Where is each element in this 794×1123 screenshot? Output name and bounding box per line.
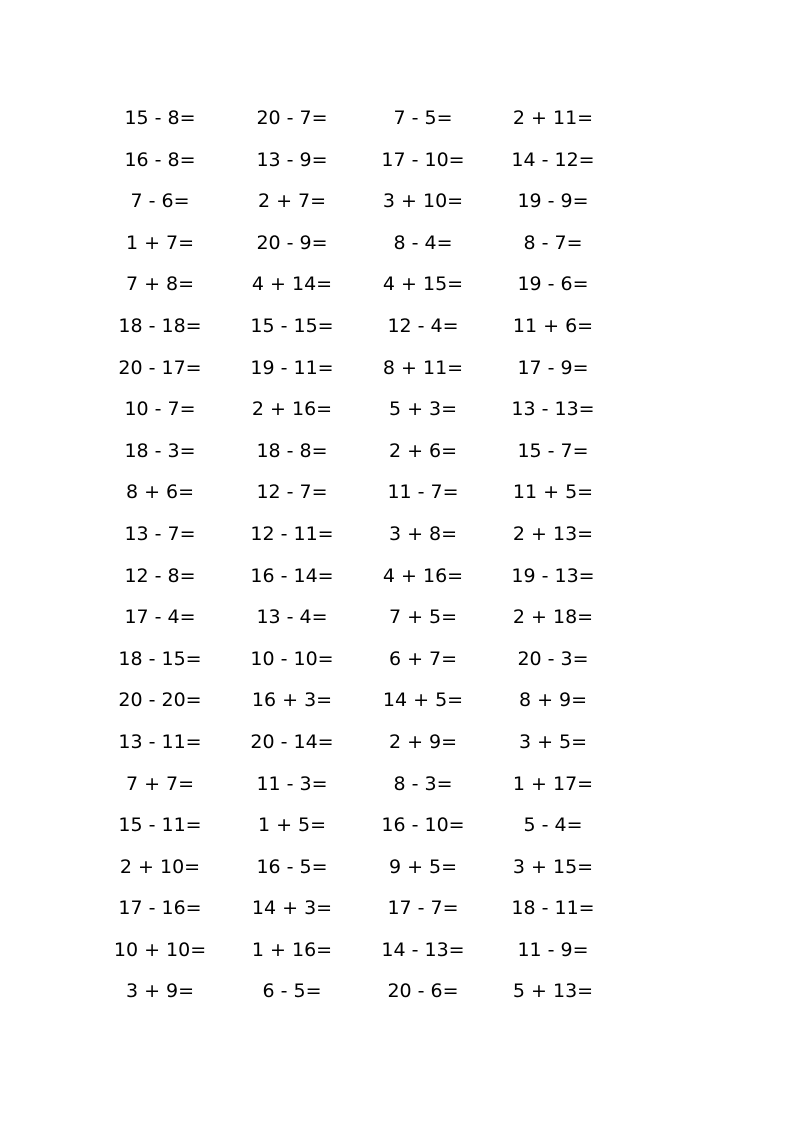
math-problem: 5 + 3= bbox=[388, 398, 458, 421]
problem-row bbox=[0, 971, 794, 1013]
math-problem: 4 + 15= bbox=[382, 273, 464, 296]
math-problem: 7 - 6= bbox=[130, 190, 190, 213]
problem-row bbox=[0, 764, 794, 806]
math-problem: 13 - 4= bbox=[256, 606, 328, 629]
problem-row bbox=[0, 472, 794, 514]
math-problem: 12 - 4= bbox=[387, 314, 459, 337]
math-problem: 3 + 8= bbox=[388, 522, 458, 545]
math-problem: 15 - 8= bbox=[124, 107, 196, 129]
math-problem: 19 - 13= bbox=[511, 564, 595, 587]
math-problem: 18 - 15= bbox=[118, 647, 202, 670]
math-problem: 10 - 10= bbox=[250, 647, 334, 670]
math-problem: 8 - 4= bbox=[393, 231, 453, 254]
math-problem: 13 - 13= bbox=[511, 398, 595, 421]
math-problem: 6 - 5= bbox=[262, 980, 322, 1003]
math-problem: 8 - 3= bbox=[393, 772, 453, 795]
math-problem: 9 + 5= bbox=[388, 855, 458, 878]
math-problem: 20 - 17= bbox=[118, 356, 202, 379]
math-problem: 20 - 7= bbox=[256, 107, 328, 129]
math-problem: 3 + 10= bbox=[382, 190, 464, 213]
problem-row bbox=[0, 181, 794, 223]
problem-row bbox=[0, 431, 794, 473]
math-problem: 20 - 3= bbox=[517, 647, 589, 670]
problem-row bbox=[0, 348, 794, 390]
math-problem: 11 - 7= bbox=[387, 481, 459, 504]
math-problem: 6 + 7= bbox=[388, 647, 458, 670]
math-problem: 2 + 13= bbox=[512, 522, 594, 545]
math-problem: 14 - 12= bbox=[511, 148, 595, 171]
math-problem: 10 - 7= bbox=[124, 398, 196, 421]
math-problem: 17 - 9= bbox=[517, 356, 589, 379]
math-problem: 4 + 14= bbox=[251, 273, 333, 296]
math-problem: 13 - 7= bbox=[124, 522, 196, 545]
math-problem: 13 - 9= bbox=[256, 148, 328, 171]
problem-row bbox=[0, 722, 794, 764]
math-problem: 3 + 5= bbox=[518, 730, 588, 753]
math-problem: 3 + 15= bbox=[512, 855, 594, 878]
math-problem: 20 - 9= bbox=[256, 231, 328, 254]
math-problem: 11 - 9= bbox=[517, 938, 589, 961]
math-problem: 11 + 6= bbox=[512, 314, 594, 337]
math-problem: 17 - 4= bbox=[124, 606, 196, 629]
arithmetic-worksheet bbox=[0, 98, 794, 1013]
math-problem: 17 - 7= bbox=[387, 897, 459, 920]
math-problem: 18 - 3= bbox=[124, 439, 196, 462]
math-problem: 2 + 6= bbox=[388, 439, 458, 462]
math-problem: 8 + 11= bbox=[382, 356, 464, 379]
math-problem: 13 - 11= bbox=[118, 730, 202, 753]
math-problem: 2 + 18= bbox=[512, 606, 594, 629]
math-problem: 20 - 14= bbox=[250, 730, 334, 753]
math-problem: 15 - 15= bbox=[250, 314, 334, 337]
math-problem: 11 - 3= bbox=[256, 772, 328, 795]
math-problem: 5 + 13= bbox=[512, 980, 594, 1003]
problem-row bbox=[0, 805, 794, 847]
math-problem: 16 - 8= bbox=[124, 148, 196, 171]
math-problem: 5 - 4= bbox=[523, 814, 583, 837]
math-problem: 18 - 8= bbox=[256, 439, 328, 462]
math-problem: 2 + 11= bbox=[512, 107, 594, 129]
problem-row bbox=[0, 140, 794, 182]
math-problem: 2 + 9= bbox=[388, 730, 458, 753]
problem-row bbox=[0, 389, 794, 431]
math-problem: 10 + 10= bbox=[113, 938, 207, 961]
math-problem: 16 - 10= bbox=[381, 814, 465, 837]
math-problem: 19 - 11= bbox=[250, 356, 334, 379]
math-problem: 1 + 7= bbox=[125, 231, 195, 254]
math-problem: 1 + 5= bbox=[257, 814, 327, 837]
math-problem: 11 + 5= bbox=[512, 481, 594, 504]
problem-row bbox=[0, 514, 794, 556]
problem-row bbox=[0, 639, 794, 681]
math-problem: 14 + 3= bbox=[251, 897, 333, 920]
problem-row bbox=[0, 597, 794, 639]
problem-row bbox=[0, 847, 794, 889]
problem-row bbox=[0, 223, 794, 265]
math-problem: 14 - 13= bbox=[381, 938, 465, 961]
problem-row bbox=[0, 680, 794, 722]
math-problem: 7 + 8= bbox=[125, 273, 195, 296]
math-problem: 16 + 3= bbox=[251, 689, 333, 712]
math-problem: 12 - 7= bbox=[256, 481, 328, 504]
math-problem: 12 - 11= bbox=[250, 522, 334, 545]
math-problem: 8 - 7= bbox=[523, 231, 583, 254]
math-problem: 7 + 5= bbox=[388, 606, 458, 629]
math-problem: 8 + 6= bbox=[125, 481, 195, 504]
math-problem: 12 - 8= bbox=[124, 564, 196, 587]
problem-row bbox=[0, 264, 794, 306]
problem-row bbox=[0, 556, 794, 598]
math-problem: 18 - 18= bbox=[118, 314, 202, 337]
math-problem: 3 + 9= bbox=[125, 980, 195, 1003]
math-problem: 15 - 11= bbox=[118, 814, 202, 837]
problem-row bbox=[0, 306, 794, 348]
problem-row bbox=[0, 98, 794, 140]
math-problem: 15 - 7= bbox=[517, 439, 589, 462]
math-problem: 7 + 7= bbox=[125, 772, 195, 795]
math-problem: 16 - 14= bbox=[250, 564, 334, 587]
math-problem: 17 - 10= bbox=[381, 148, 465, 171]
math-problem: 2 + 16= bbox=[251, 398, 333, 421]
math-problem: 18 - 11= bbox=[511, 897, 595, 920]
math-problem: 7 - 5= bbox=[393, 107, 453, 129]
math-problem: 2 + 10= bbox=[119, 855, 201, 878]
math-problem: 17 - 16= bbox=[118, 897, 202, 920]
math-problem: 14 + 5= bbox=[382, 689, 464, 712]
math-problem: 1 + 17= bbox=[512, 772, 594, 795]
problem-row bbox=[0, 930, 794, 972]
math-problem: 16 - 5= bbox=[256, 855, 328, 878]
math-problem: 19 - 6= bbox=[517, 273, 589, 296]
math-problem: 2 + 7= bbox=[257, 190, 327, 213]
problem-row bbox=[0, 888, 794, 930]
math-problem: 19 - 9= bbox=[517, 190, 589, 213]
math-problem: 20 - 20= bbox=[118, 689, 202, 712]
math-problem: 1 + 16= bbox=[251, 938, 333, 961]
math-problem: 8 + 9= bbox=[518, 689, 588, 712]
math-problem: 20 - 6= bbox=[387, 980, 459, 1003]
math-problem: 4 + 16= bbox=[382, 564, 464, 587]
